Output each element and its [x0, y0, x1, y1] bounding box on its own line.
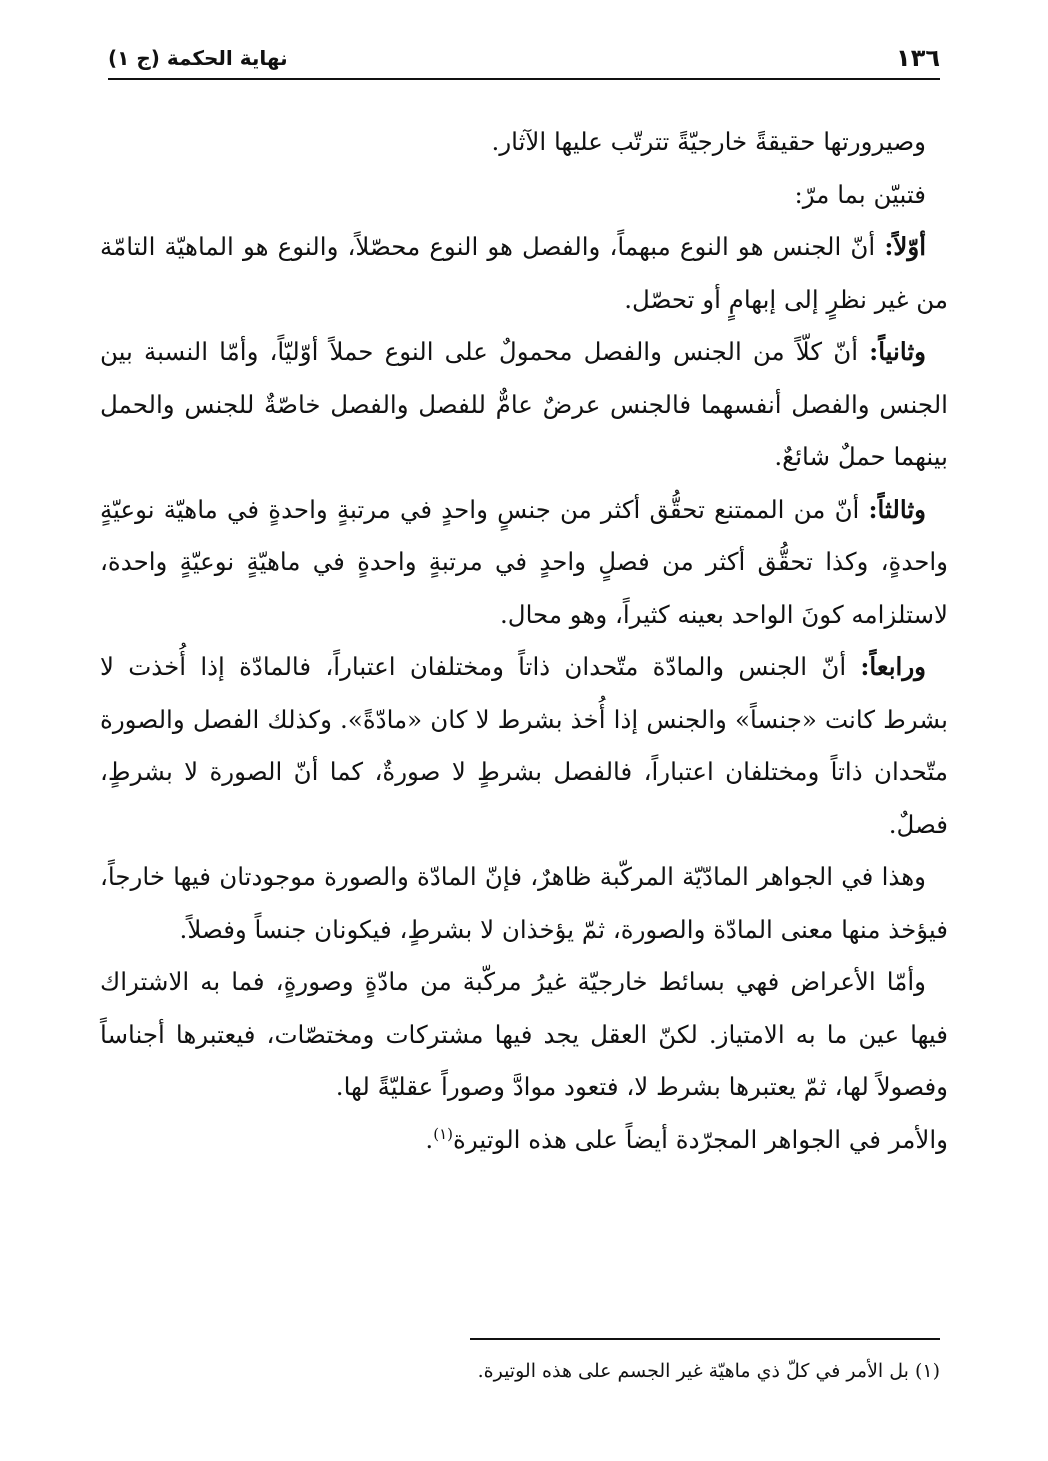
paragraph-lead: أوّلاً: — [884, 232, 926, 261]
paragraph — [100, 641, 948, 851]
body-text — [100, 116, 948, 1166]
paragraph-text: أنّ كلّاً من الجنس والفصل محمولٌ على النوع حملاً أوّليّاً، وأمّا النسبة بين الجنس والفصل أنفسهما فالجنس عرضٌ عامٌّ للفصل والفصل خاصّةٌ للجنس والحمل بينهما حملٌ شائعٌ. — [100, 337, 948, 471]
paragraph-tail: . — [425, 1124, 434, 1154]
paragraph-text: أنّ الجنس هو النوع مبهماً، والفصل هو النوع محصّلاً، والنوع هو الماهيّة التامّة من غير نظرٍ إلى إبهامٍ أو تحصّل. — [100, 232, 948, 314]
page-number: ١٣٦ — [896, 44, 940, 72]
paragraph-text: وهذا في الجواهر المادّيّة المركّبة ظاهرٌ، فإنّ المادّة والصورة موجودتان فيها خارجاً، فيؤخذ منها معنى المادّة والصورة، ثمّ يؤخذان لا بشرطٍ، فيكونان جنساً وفصلاً. — [100, 862, 948, 944]
running-title: نهاية الحكمة (ج ١) — [108, 46, 288, 70]
paragraph-text: أنّ الجنس والمادّة متّحدان ذاتاً ومختلفان اعتباراً، فالمادّة إذا أُخذت لا بشرط كانت «جنساً» والجنس إذا أُخذ بشرط لا كان «مادّةً». وكذلك الفصل والصورة متّحدان ذاتاً ومختلفان اعتباراً، فالفصل بشرطٍ لا صورةٌ، كما أنّ الصورة لا بشرطٍ، فصلٌ. — [100, 652, 948, 839]
paragraph — [100, 1114, 948, 1167]
footnote: (١) بل الأمر في كلّ ذي ماهيّة غير الجسم على هذه الوتيرة. — [477, 1360, 940, 1382]
paragraph — [100, 851, 948, 956]
paragraph — [100, 956, 948, 1114]
paragraph-text: وأمّا الأعراض فهي بسائط خارجيّة غيرُ مركّبة من مادّةٍ وصورةٍ، فما به الاشتراك فيها عين ما به الامتياز. لكنّ العقل يجد فيها مشتركات ومختصّات، فيعتبرها أجناساً وفصولاً لها، ثمّ يعتبرها بشرط لا، فتعود موادَّ وصوراً عقليّةً لها. — [100, 967, 948, 1101]
paragraph — [100, 169, 948, 222]
paragraph-text: فتبيّن بما مرّ: — [794, 179, 926, 209]
footnote-reference[interactable]: (١) — [433, 1124, 453, 1143]
paragraph-lead: وثانياً: — [869, 337, 926, 366]
page-header — [108, 38, 940, 80]
paragraph — [100, 116, 948, 169]
footnote-divider — [470, 1338, 940, 1340]
paragraph-text: أنّ من الممتنع تحقُّق أكثر من جنسٍ واحدٍ في مرتبةٍ واحدةٍ في ماهيّة نوعيّةٍ واحدةٍ، وكذا تحقُّق أكثر من فصلٍ واحدٍ في مرتبةٍ واحدةٍ في ماهيّةٍ نوعيّةٍ واحدة، لاستلزامه كونَ الواحد بعينه كثيراً، وهو محال. — [100, 494, 948, 629]
paragraph — [100, 326, 948, 484]
paragraph-lead: وثالثاً: — [868, 494, 926, 524]
paragraph-text: وصيرورتها حقيقةً خارجيّةً تترتّب عليها الآثار. — [491, 127, 926, 156]
paragraph-text: والأمر في الجواهر المجرّدة أيضاً على هذه الوتيرة — [452, 1124, 948, 1154]
paragraph-lead: ورابعاً: — [860, 652, 926, 681]
paragraph — [100, 484, 948, 642]
paragraph — [100, 221, 948, 326]
